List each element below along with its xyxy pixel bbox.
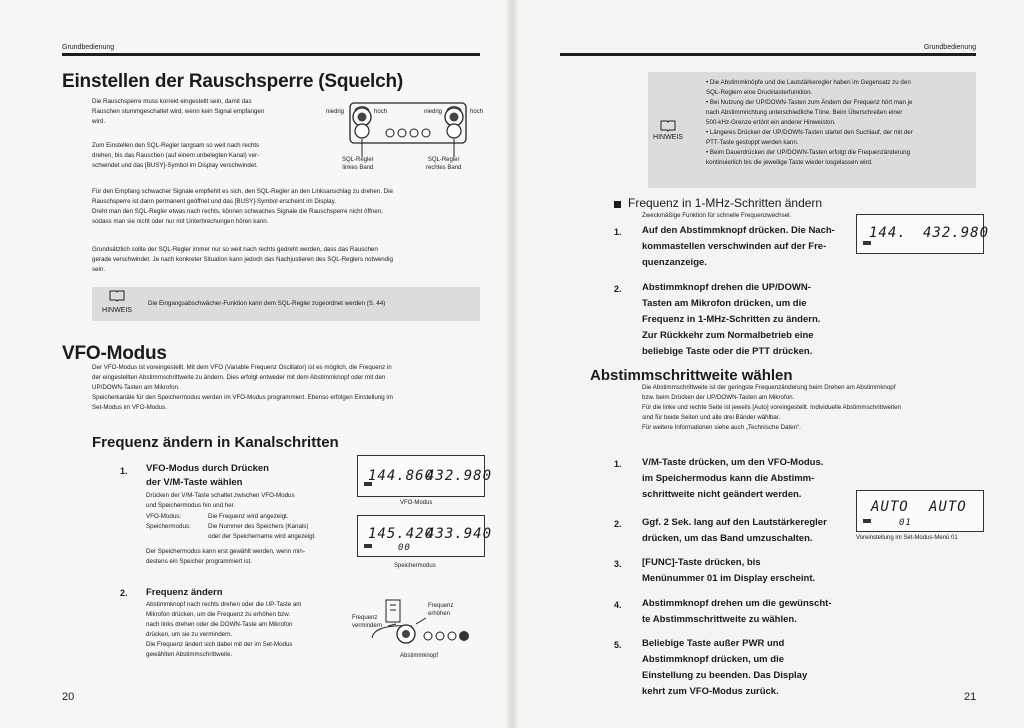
section-bullet-icon <box>614 201 621 208</box>
squelch-title: Einstellen der Rauschsperre (Squelch) <box>62 71 404 92</box>
squelch-advice-paragraph: Grundsätzlich sollte der SQL-Regler immer nur so weit nach rechts gedreht werden, dass das Rauschen gerade verschwindet. Je nach konkreter Situation kann jedoch das Nachjustieren des SQL-Reglers notwendig sein. <box>92 246 393 273</box>
memory-mode-row-value: Die Nummer des Speichers (Kanals) oder der Speichername wird angezeigt. <box>208 523 317 540</box>
step-width-step-2-number: 2. <box>614 519 622 529</box>
running-header: Grundbedienung <box>62 44 115 51</box>
sql-right-band-label: SQL-Regler rechtes Band <box>426 157 462 171</box>
lcd-right-step: AUTO <box>929 499 967 515</box>
step-1-number: 1. <box>120 466 128 476</box>
hint-label: HINWEIS <box>102 307 132 314</box>
book-gutter <box>505 0 519 728</box>
step-width-step-1-text: V/M-Taste drücken, um den VFO-Modus. im Speichermodus kann die Abstimm- schrittweite nicht geändert werden. <box>642 457 824 500</box>
step-1-note: Der Speichermodus kann erst gewählt werden, wenn min- destens ein Speicher programmiert ist. <box>146 548 305 565</box>
lcd-busy-indicator <box>863 241 871 245</box>
hint-bullet: • Die Abstimmknöpfe und die Lautstärkeregler haben im Gegensatz zu den SQL-Reglern eine Drucktasterfunktion. <box>706 79 911 96</box>
knob-increase-label: Frequenz erhöhen <box>428 603 454 617</box>
kanal-title: Frequenz ändern in Kanalschritten <box>92 434 339 451</box>
vfo-mode-row-label: VFO-Modus: <box>146 513 182 520</box>
hint-text: Die Eingangsabschwächer-Funktion kann dem SQL-Regler zugeordnet werden (S. 44) <box>148 300 386 307</box>
hint-bullet: • Bei Nutzung der UP/DOWN-Tasten zum Ändern der Frequenz hört man je nach Abstimmrichtung unterschiedliche Töne. Beim Überschreiten einer 500-kHz-Grenze ertönt ein anderer Hinweiston. <box>706 99 913 126</box>
hint-book-icon <box>648 120 688 134</box>
step-width-step-4-text: Abstimmknopf drehen um die gewünscht- te Abstimmschrittweite zu wählen. <box>642 598 832 625</box>
lcd-channel-number: 00 <box>398 543 411 553</box>
bullet-icon: • <box>706 79 710 86</box>
mhz-step-2-text: Abstimmknopf drehen die UP/DOWN- Tasten am Mikrofon drücken, um die Frequenz in 1-MHz-Schritten zu ändern. Zur Rückkehr zum Normalbetrieb eine beliebige Taste oder die PTT drücken. <box>642 282 821 357</box>
lcd-memory-indicator <box>863 519 871 523</box>
squelch-paragraph: Zum Einstellen den SQL-Regler langsam so weit nach rechts drehen, bis das Rauschen (auf einem unbelegten Kanal) ver- schwindet und das [BUSY]-Symbol im Display verschwindet. <box>92 142 260 169</box>
lcd-left-step: AUTO <box>871 499 909 515</box>
squelch-intro: Die Rauschsperre muss korrekt eingestellt sein, damit das Rauschen stummgeschaltet wird, wenn kein Signal empfangen wird. <box>92 98 265 125</box>
hint-box <box>92 287 480 321</box>
step-width-step-1-number: 1. <box>614 459 622 469</box>
mhz-title: Frequenz in 1-MHz-Schritten ändern <box>628 196 823 210</box>
step-width-step-4-number: 4. <box>614 600 622 610</box>
memory-mode-row-label: Speichermodus: <box>146 523 191 530</box>
step-width-step-5-text: Beliebige Taste außer PWR und Abstimmknopf drücken, um die Einstellung zu beenden. Das Display kehrt zum VFO-Modus zurück. <box>642 638 808 697</box>
page-number: 20 <box>62 691 75 703</box>
running-header: Grundbedienung <box>923 44 976 51</box>
sql-left-band-label: SQL-Regler linkes Band <box>342 157 374 171</box>
bullet-icon: • <box>706 129 710 136</box>
right-page <box>512 0 1024 728</box>
lcd-menu-number: 01 <box>899 518 912 528</box>
tuning-knob-diagram <box>352 594 487 664</box>
mhz-step-2-number: 2. <box>614 284 622 294</box>
bullet-icon: • <box>706 99 710 106</box>
mhz-subtitle: Zweckmäßige Funktion für schnelle Frequenzwechsel. <box>642 212 792 219</box>
lcd-step-width <box>856 490 984 532</box>
squelch-weak-signal-paragraph: Für den Empfang schwacher Signale empfiehlt es sich, den SQL-Regler an den Linksanschlag zu drehen. Die Rauschsperre ist dann permanent geöffnet und das [BUSY]-Symbol erscheint im Display. Dreht man den SQL-Regler etwas nach rechts, können schwaches Signale die Rauschsperre nicht öffnen, sodass man sie nicht oder nur mit Unterbrechungen hören kann. <box>92 188 393 225</box>
header-rule <box>560 53 976 56</box>
vfo-title: VFO-Modus <box>62 343 167 364</box>
mhz-step-1-number: 1. <box>614 227 622 237</box>
hint-label: HINWEIS <box>653 134 683 141</box>
knob-caption: Abstimmknopf <box>400 653 439 659</box>
lcd-left-frequency: 145.420 <box>368 526 435 542</box>
lcd-vfo-caption: VFO-Modus <box>400 500 433 506</box>
step-2-number: 2. <box>120 588 128 598</box>
step-width-title: Abstimmschrittweite wählen <box>590 367 793 384</box>
step-2-body: Abstimmknopf nach rechts drehen oder die UP-Taste am Mikrofon drücken, um die Frequenz zu erhöhen bzw. nach links drehen oder die DOWN-Taste am Mikrofon drücken, um sie zu vermindern. Die Frequenz ändert sich dabei mit der im Set-Modus gewählten Abstimmschrittweite. <box>146 601 302 658</box>
lcd-right-frequency: 433.940 <box>426 526 493 542</box>
step-1-title: VFO-Modus durch Drücken der V/M-Taste wählen <box>146 463 269 488</box>
step-width-step-3-number: 3. <box>614 559 622 569</box>
header-rule <box>62 53 480 56</box>
mhz-step-1-text: Auf den Abstimmknopf drücken. Die Nach- kommastellen verschwinden auf der Fre- quenzanzeige. <box>642 225 835 268</box>
step-1-body: Drücken der V/M-Taste schaltet zwischen VFO-Modus und Speichermodus hin und her. <box>146 492 295 509</box>
hint-box <box>648 72 976 188</box>
vfo-mode-row-value: Die Frequenz wird angezeigt. <box>208 513 289 520</box>
lcd-vfo-mode <box>357 455 493 497</box>
vfo-paragraph: Der VFO-Modus ist voreingestellt. Mit dem VFO (Variable Frequenz Oscillator) ist es möglich, die Frequenz in der eingestellten Abstimmschrittweite zu ändern. Dies erfolgt entweder mit dem Abstimmknopf oder mit den UP/DOWN-Tasten am Mikrofon. Speicherkanäle für den Speichermodus werden im VFO-Modus programmiert. Ebenso erfolgen Einstellung im Set-Modus im VFO-Modus. <box>92 364 393 411</box>
lcd-memory-caption: Speichermodus <box>394 563 436 569</box>
page-number: 21 <box>964 691 977 703</box>
lcd-right-frequency: 432.980 <box>923 225 990 241</box>
lcd-memory-mode <box>357 515 493 557</box>
lcd-left-frequency: 144. <box>869 225 907 241</box>
step-width-paragraph: Die Abstimmschrittweite ist der geringste Frequenzänderung beim Drehen am Abstimmknopf bzw. beim Drücken der UP/DOWN-Tasten am Mikrofon. Für die linke und rechte Seite ist jeweils [Auto] voreingestellt. Individuelle Abstimmschrittweiten sind für beide Seiten und alle drei Bänder wählbar. Für weitere Informationen siehe auch „Technische Daten“. <box>642 384 901 431</box>
step-2-title: Frequenz ändern <box>146 587 223 598</box>
lcd-mhz-mode <box>856 214 990 254</box>
sql-left-high-label: hoch <box>374 109 388 115</box>
lcd-left-frequency: 144.860 <box>368 468 435 484</box>
lcd-memory-indicator <box>364 544 372 548</box>
step-width-step-5-number: 5. <box>614 640 622 650</box>
hint-bullet: • Beim Dauerdrücken der UP/DOWN-Tasten erfolgt die Frequenzänderung kontinuierlich bis die jeweilige Taste wieder losgelassen wird. <box>706 149 911 166</box>
lcd-right-frequency: 432.980 <box>426 468 493 484</box>
step-width-step-3-text: [FUNC]-Taste drücken, bis Menünummer 01 im Display erscheint. <box>642 557 816 584</box>
sql-left-low-label: niedrig <box>326 109 345 115</box>
hint-book-icon <box>98 290 136 304</box>
sql-right-high-label: hoch <box>470 109 484 115</box>
sql-knob-diagram <box>326 97 490 179</box>
lcd-step-width-caption: Voreinstellung im Set-Modus-Menü 01 <box>856 535 958 541</box>
hint-bullet: • Längeres Drücken der UP/DOWN-Tasten startet den Suchlauf, der mit der PTT-Taste gestoppt werden kann. <box>706 129 913 146</box>
sql-right-low-label: niedrig <box>424 109 443 115</box>
bullet-icon: • <box>706 149 710 156</box>
step-width-step-2-text: Ggf. 2 Sek. lang auf den Lautstärkeregler drücken, um das Band umzuschalten. <box>642 517 827 544</box>
knob-decrease-label: Frequenz vermindern <box>352 615 383 629</box>
